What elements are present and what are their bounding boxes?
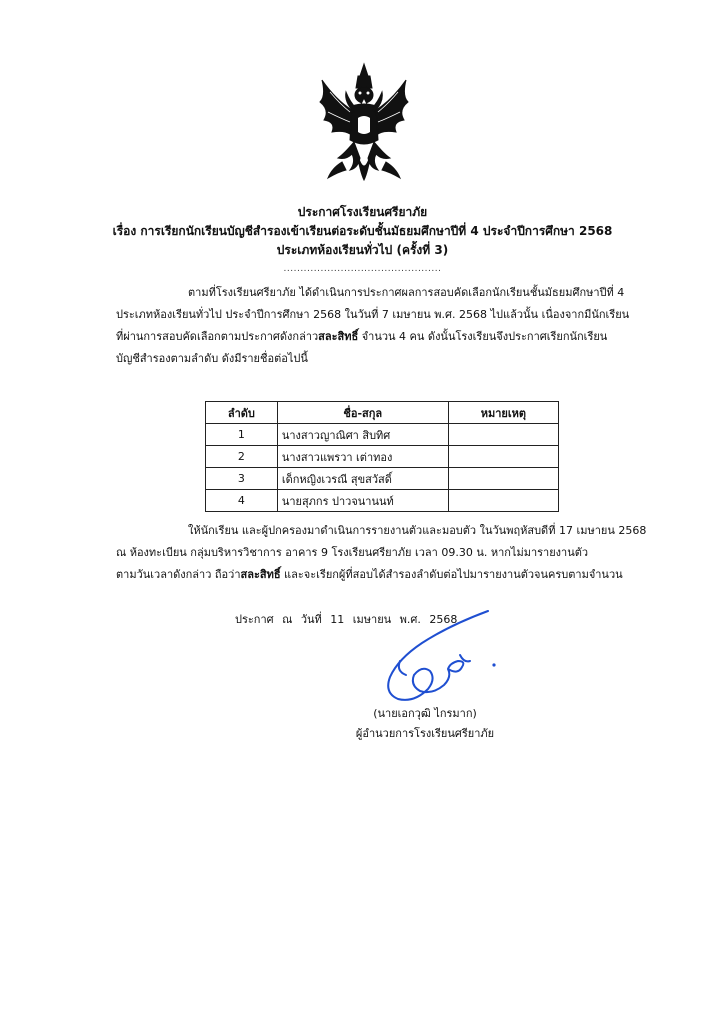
table-row <box>206 468 559 490</box>
instruction-line-1: ให้นักเรียน และผู้ปกครองมาดำเนินการรายงานตัวและมอบตัว ในวันพฤหัสบดีที่ 17 เมษายน 2568 <box>188 524 647 537</box>
signer-name: (นายเอกวุฒิ ไกรมาก) <box>373 707 477 720</box>
row-order: 2 <box>206 446 278 468</box>
garuda-emblem-icon <box>316 62 412 190</box>
instruction-line-3-end: และจะเรียกผู้ที่สอบได้สำรองลำดับต่อไปมารายงานตัวจนครบตามจำนวน <box>280 568 623 581</box>
intro-line-1: ตามที่โรงเรียนศรียาภัย ได้ดำเนินการประกาศผลการสอบคัดเลือกนักเรียนชั้นมัธยมศึกษาปีที่ 4 <box>188 286 625 299</box>
row-note <box>448 490 558 512</box>
reserve-student-table <box>205 401 559 512</box>
row-name: เด็กหญิงเวรณี สุขสวัสดิ์ <box>277 468 448 490</box>
title-separator: ............................................... <box>283 264 442 274</box>
forfeit-emphasis: สละสิทธิ์ <box>318 330 359 343</box>
header-order: ลำดับ <box>206 402 278 424</box>
table-row <box>206 490 559 512</box>
row-order: 3 <box>206 468 278 490</box>
forfeit-emphasis: สละสิทธิ์ <box>240 568 281 581</box>
header-name: ชื่อ-สกุล <box>277 402 448 424</box>
header-note: หมายเหตุ <box>448 402 558 424</box>
intro-line-3 <box>116 326 616 348</box>
announcement-title: ประกาศโรงเรียนศรียาภัย <box>297 205 428 219</box>
intro-line-4: บัญชีสำรองตามลำดับ ดังมีรายชื่อต่อไปนี้ <box>116 352 308 365</box>
row-order: 4 <box>206 490 278 512</box>
announcement-subject: เรื่อง การเรียกนักเรียนบัญชีสำรองเข้าเรียนต่อระดับชั้นมัธยมศึกษาปีที่ 4 ประจำปีการศึกษา 2568 <box>112 224 613 238</box>
intro-line-3-start: ที่ผ่านการสอบคัดเลือกตามประกาศดังกล่าว <box>116 330 319 343</box>
intro-line-3-end: จำนวน 4 คน ดังนั้นโรงเรียนจึงประกาศเรียกนักเรียน <box>358 330 608 343</box>
signature-icon <box>370 605 510 715</box>
row-note <box>448 468 558 490</box>
instruction-line-3-start: ตามวันเวลาดังกล่าว ถือว่า <box>116 568 241 581</box>
announcement-category: ประเภทห้องเรียนทั่วไป (ครั้งที่ 3) <box>276 243 449 257</box>
intro-line-2: ประเภทห้องเรียนทั่วไป ประจำปีการศึกษา 2568 ในวันที่ 7 เมษายน พ.ศ. 2568 ไปแล้วนั้น เนื่องจากมีนักเรียน <box>116 308 630 321</box>
row-name: นายสุภกร ปาวจนานนท์ <box>277 490 448 512</box>
row-name: นางสาวญาณิศา สิบทิศ <box>277 424 448 446</box>
instruction-line-3 <box>116 564 623 586</box>
row-note <box>448 446 558 468</box>
row-order: 1 <box>206 424 278 446</box>
instruction-paragraph <box>116 520 647 586</box>
intro-paragraph <box>116 282 630 370</box>
row-note <box>448 424 558 446</box>
signer-position: ผู้อำนวยการโรงเรียนศรียาภัย <box>355 727 495 740</box>
table-row <box>206 424 559 446</box>
instruction-line-2: ณ ห้องทะเบียน กลุ่มบริหารวิชาการ อาคาร 9 โรงเรียนศรียาภัย เวลา 09.30 น. หากไม่มารายงานตัว <box>116 546 589 559</box>
row-name: นางสาวแพรวา เต่าทอง <box>277 446 448 468</box>
table-row <box>206 446 559 468</box>
announcement-date: ประกาศ ณ วันที่ 11 เมษายน พ.ศ. 2568 <box>235 613 458 626</box>
table-header-row <box>206 402 559 424</box>
